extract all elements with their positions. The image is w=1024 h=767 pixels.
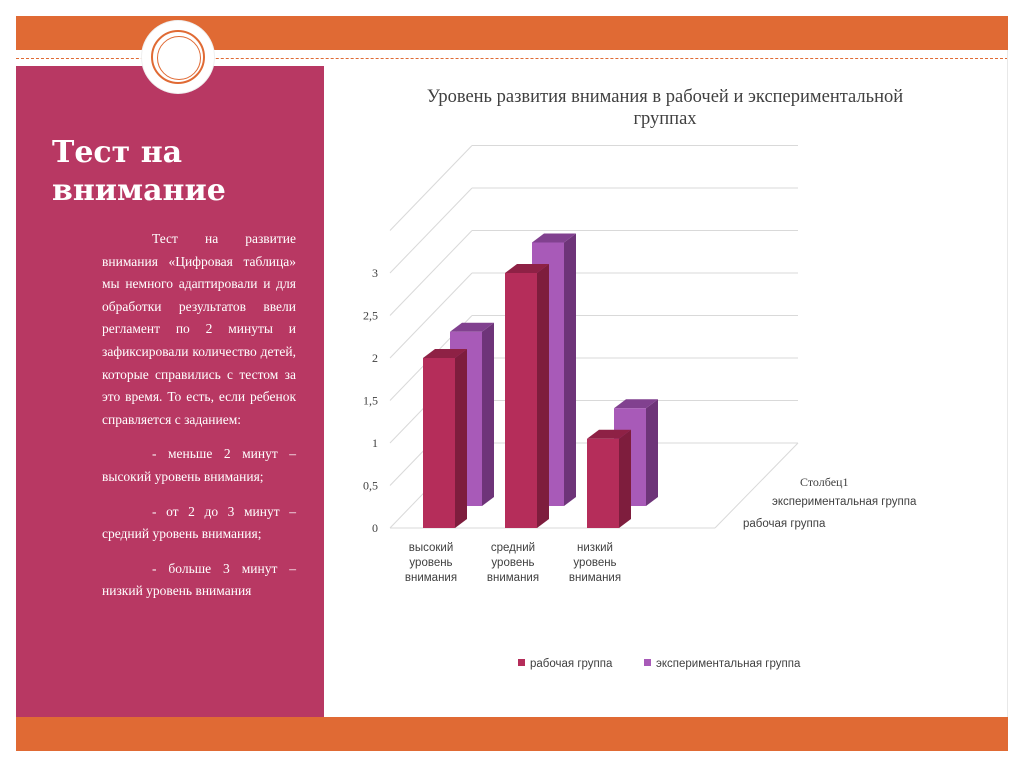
legend-label-1: экспериментальная группа xyxy=(656,658,801,670)
bar-work-2 xyxy=(587,439,619,528)
bar-work-2-side xyxy=(619,430,631,528)
category-label-2-2: внимания xyxy=(568,572,622,584)
bullet-medium: - от 2 до 3 минут – средний уровень внимания; xyxy=(102,503,296,542)
y-tick-label-4: 2 xyxy=(372,351,378,365)
depth-axis-label-0: Столбец1 xyxy=(800,475,849,489)
depth-axis-label-2: рабочая группа xyxy=(743,518,826,530)
grid-side-top xyxy=(390,146,472,231)
legend-label-0: рабочая группа xyxy=(530,658,613,670)
category-label-2-0: низкий xyxy=(577,542,613,554)
body-paragraph: Тест на развитие внимания «Цифровая таблица» мы немного адаптировали и для обработки результатов ввели регламент по 2 минуты и зафиксировали количество детей, которые справились с тестом за это время. То есть, если ребенок справляется с заданием: xyxy=(102,231,296,427)
depth-axis-label-1: экспериментальная группа xyxy=(772,496,917,508)
category-label-1-0: средний xyxy=(490,542,536,554)
bullet-high: - меньше 2 минут – высокий уровень внимания; xyxy=(102,446,296,484)
y-tick-label-2: 1 xyxy=(372,436,378,450)
bar-work-1-side xyxy=(537,264,549,528)
bar-work-0-side xyxy=(455,349,467,528)
bar-exp-1-side xyxy=(564,234,576,507)
y-tick-label-1: 0,5 xyxy=(363,478,378,493)
y-tick-label-6: 3 xyxy=(372,266,378,280)
grid-side-5 xyxy=(390,231,472,316)
category-label-0-2: внимания xyxy=(404,572,458,584)
bar-work-0 xyxy=(423,358,455,528)
bar-exp-2-side xyxy=(646,399,658,506)
category-label-1-2: внимания xyxy=(486,572,540,584)
slide-title: Тест на внимание xyxy=(52,135,226,208)
grid-side-6 xyxy=(390,188,472,273)
chart-title: Уровень развития внимания в рабочей и экспериментальной группах xyxy=(426,87,904,129)
legend-swatch-0 xyxy=(518,659,525,666)
category-label-0-0: высокий xyxy=(408,542,454,554)
bar-exp-0-side xyxy=(482,323,494,506)
floor-right xyxy=(715,443,798,528)
category-label-0-1: уровень xyxy=(409,557,453,569)
category-label-2-1: уровень xyxy=(573,557,617,569)
bullet-low: - больше 3 минут – низкий уровень внимания xyxy=(102,560,296,599)
legend-swatch-1 xyxy=(644,659,651,666)
y-tick-label-5: 2,5 xyxy=(363,308,378,323)
category-label-1-1: уровень xyxy=(491,557,535,569)
y-tick-label-3: 1,5 xyxy=(363,393,378,408)
y-tick-label-0: 0 xyxy=(372,521,378,535)
bar-work-1 xyxy=(505,273,537,528)
